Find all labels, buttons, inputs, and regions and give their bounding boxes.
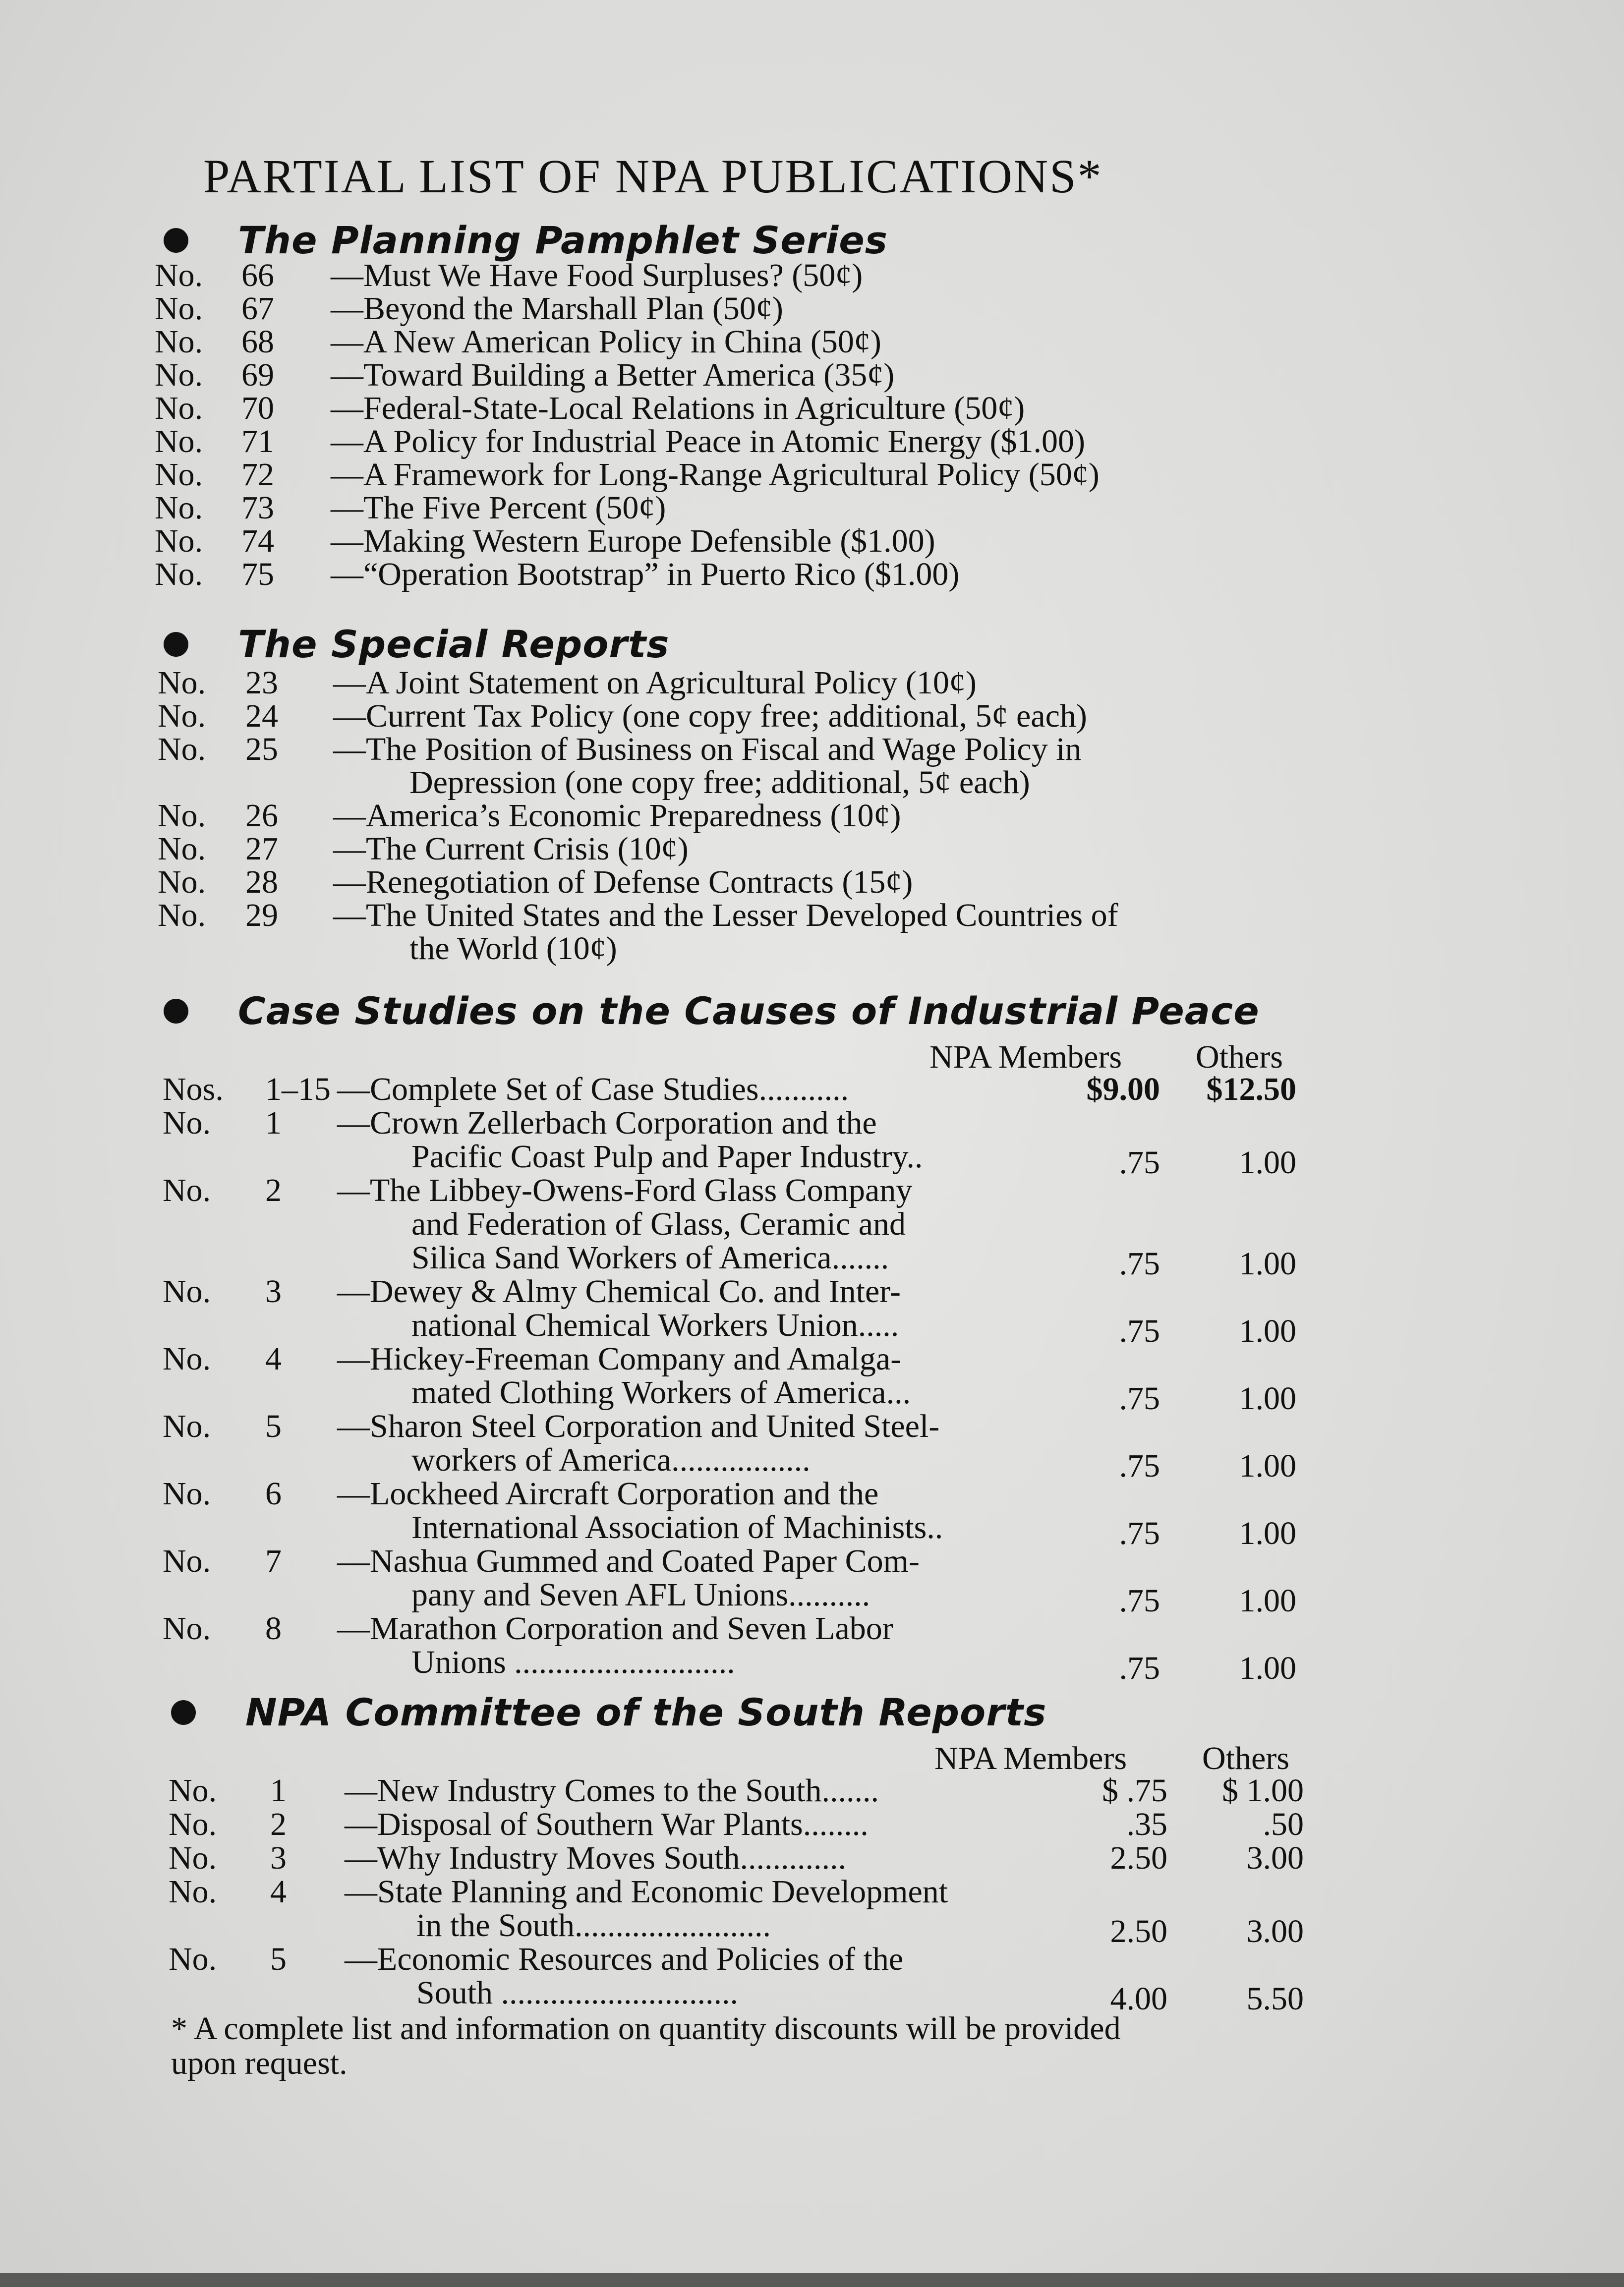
item-title-continued: Unions ........................... (411, 1644, 735, 1680)
item-prefix: No. (169, 1806, 217, 1842)
item-title: —Marathon Corporation and Seven Labor (337, 1610, 893, 1647)
item-title: —Why Industry Moves South............. (345, 1840, 846, 1876)
member-price: $9.00 (1086, 1071, 1160, 1107)
other-price: 1.00 (1239, 1313, 1296, 1349)
item-prefix: No. (158, 798, 206, 834)
item-number: 4 (270, 1874, 287, 1910)
member-price: .35 (1126, 1806, 1167, 1842)
other-price: 3.00 (1246, 1840, 1304, 1876)
other-price: 1.00 (1239, 1515, 1296, 1551)
item-title: —Current Tax Policy (one copy free; additional, 5¢ each) (333, 698, 1087, 734)
member-price: .75 (1119, 1380, 1160, 1417)
item-number: 66 (241, 257, 274, 293)
item-title: —The United States and the Lesser Developed Countries of (333, 897, 1118, 933)
item-number: 25 (245, 731, 278, 767)
item-prefix: No. (158, 864, 206, 900)
item-prefix: No. (155, 457, 203, 493)
section-heading-text: NPA Committee of the South Reports (245, 1690, 1047, 1734)
bullet-icon (171, 1700, 196, 1725)
item-title: —Beyond the Marshall Plan (50¢) (331, 290, 783, 327)
item-number: 23 (245, 665, 278, 701)
bullet-icon (164, 228, 188, 253)
item-number: 28 (245, 864, 278, 900)
item-title: —Dewey & Almy Chemical Co. and Inter- (337, 1273, 901, 1310)
item-title-continued: International Association of Machinists.. (411, 1509, 943, 1545)
other-price: 1.00 (1239, 1583, 1296, 1619)
item-number: 67 (241, 290, 274, 327)
other-price: 1.00 (1239, 1246, 1296, 1282)
bullet-icon (164, 632, 188, 657)
item-title-continued: pany and Seven AFL Unions.......... (411, 1577, 870, 1613)
item-title: —Complete Set of Case Studies........... (337, 1071, 849, 1107)
item-title-continued: workers of America................. (411, 1442, 811, 1478)
item-title: —New Industry Comes to the South....... (345, 1772, 879, 1809)
item-prefix: No. (155, 290, 203, 327)
item-prefix: No. (155, 556, 203, 592)
item-title-continued: mated Clothing Workers of America... (411, 1374, 911, 1411)
item-number: 27 (245, 831, 278, 867)
item-title: —Crown Zellerbach Corporation and the (337, 1105, 877, 1141)
page-edge-shadow (0, 2273, 1624, 2287)
item-prefix: No. (155, 423, 203, 459)
item-prefix: No. (163, 1543, 211, 1579)
item-prefix: No. (163, 1476, 211, 1512)
member-price: .75 (1119, 1515, 1160, 1551)
other-price: 1.00 (1239, 1380, 1296, 1417)
item-title-continued: in the South........................ (416, 1907, 771, 1944)
item-title: —The Libbey-Owens-Ford Glass Company (337, 1172, 913, 1208)
item-title: —Making Western Europe Defensible ($1.00) (331, 523, 935, 559)
item-title-continued: Depression (one copy free; additional, 5¢ each) (409, 764, 1030, 800)
member-price: 2.50 (1110, 1840, 1167, 1876)
section-heading-text: The Special Reports (238, 622, 670, 666)
section-heading-case-studies (164, 989, 1260, 1033)
item-number: 1 (265, 1105, 282, 1141)
item-prefix: No. (169, 1941, 217, 1977)
item-prefix: No. (155, 257, 203, 293)
item-number: 1–15 (265, 1071, 331, 1107)
item-number: 3 (265, 1273, 282, 1310)
column-header-members: NPA Members (929, 1039, 1122, 1075)
item-prefix: No. (163, 1105, 211, 1141)
other-price: 1.00 (1239, 1448, 1296, 1484)
item-number: 73 (241, 490, 274, 526)
item-prefix: No. (155, 523, 203, 559)
item-number: 24 (245, 698, 278, 734)
item-number: 6 (265, 1476, 282, 1512)
item-title-continued: Pacific Coast Pulp and Paper Industry.. (411, 1139, 923, 1175)
other-price: 3.00 (1246, 1913, 1304, 1949)
item-number: 8 (265, 1610, 282, 1647)
item-number: 26 (245, 798, 278, 834)
item-prefix: No. (158, 698, 206, 734)
member-price: .75 (1119, 1144, 1160, 1181)
item-title-continued: the World (10¢) (409, 930, 617, 967)
item-number: 2 (265, 1172, 282, 1208)
other-price: $12.50 (1206, 1071, 1296, 1107)
item-title: —Nashua Gummed and Coated Paper Com- (337, 1543, 920, 1579)
item-prefix: No. (155, 490, 203, 526)
section-heading-special (164, 622, 669, 666)
member-price: .75 (1119, 1313, 1160, 1349)
member-price: 2.50 (1110, 1913, 1167, 1949)
other-price: .50 (1263, 1806, 1304, 1842)
item-title: —Hickey-Freeman Company and Amalga- (337, 1341, 902, 1377)
item-prefix: No. (155, 357, 203, 393)
item-title-continued: national Chemical Workers Union..... (411, 1307, 899, 1343)
column-header-others: Others (1202, 1740, 1289, 1776)
section-heading-text: Case Studies on the Causes of Industrial Peace (238, 989, 1260, 1033)
item-title: —The Current Crisis (10¢) (333, 831, 689, 867)
item-prefix: No. (163, 1341, 211, 1377)
member-price: .75 (1119, 1448, 1160, 1484)
item-number: 71 (241, 423, 274, 459)
item-prefix: No. (158, 731, 206, 767)
item-title: —America’s Economic Preparedness (10¢) (333, 798, 901, 834)
member-price: .75 (1119, 1650, 1160, 1686)
item-number: 68 (241, 324, 274, 360)
item-number: 69 (241, 357, 274, 393)
footnote-line-1: * A complete list and information on quantity discounts will be provided (171, 2010, 1121, 2047)
section-heading-south (171, 1690, 1046, 1734)
item-number: 1 (270, 1772, 287, 1809)
item-number: 2 (270, 1806, 287, 1842)
item-prefix: No. (158, 665, 206, 701)
item-title: —Economic Resources and Policies of the (345, 1941, 904, 1977)
item-number: 5 (270, 1941, 287, 1977)
item-number: 29 (245, 897, 278, 933)
page-title: PARTIAL LIST OF NPA PUBLICATIONS* (203, 150, 1103, 203)
item-prefix: No. (163, 1610, 211, 1647)
item-title: —State Planning and Economic Development (345, 1874, 948, 1910)
other-price: 5.50 (1246, 1981, 1304, 2017)
item-title: —“Operation Bootstrap” in Puerto Rico ($1.00) (331, 556, 960, 592)
member-price: .75 (1119, 1583, 1160, 1619)
item-number: 75 (241, 556, 274, 592)
item-number: 70 (241, 390, 274, 426)
item-prefix: No. (158, 831, 206, 867)
other-price: $ 1.00 (1222, 1772, 1304, 1809)
other-price: 1.00 (1239, 1650, 1296, 1686)
item-prefix: No. (155, 390, 203, 426)
item-number: 74 (241, 523, 274, 559)
section-heading-planning (164, 218, 888, 262)
item-prefix: No. (169, 1874, 217, 1910)
item-title: —A Framework for Long-Range Agricultural Policy (50¢) (331, 457, 1100, 493)
item-title: —A New American Policy in China (50¢) (331, 324, 881, 360)
item-prefix: No. (163, 1408, 211, 1444)
item-title: —The Five Percent (50¢) (331, 490, 666, 526)
member-price: 4.00 (1110, 1981, 1167, 2017)
item-title: —A Policy for Industrial Peace in Atomic Energy ($1.00) (331, 423, 1085, 459)
member-price: $ .75 (1102, 1772, 1167, 1809)
item-number: 72 (241, 457, 274, 493)
item-title: —Federal-State-Local Relations in Agriculture (50¢) (331, 390, 1025, 426)
item-title: —Must We Have Food Surpluses? (50¢) (331, 257, 863, 293)
item-title: —Disposal of Southern War Plants........ (345, 1806, 869, 1842)
item-title-continued: Silica Sand Workers of America....... (411, 1240, 889, 1276)
section-heading-text: The Planning Pamphlet Series (238, 218, 888, 262)
item-title: —Sharon Steel Corporation and United Steel- (337, 1408, 940, 1444)
item-prefix: No. (169, 1772, 217, 1809)
footnote-line-2: upon request. (171, 2045, 348, 2081)
item-title: —A Joint Statement on Agricultural Policy (10¢) (333, 665, 977, 701)
item-number: 7 (265, 1543, 282, 1579)
item-prefix: No. (163, 1273, 211, 1310)
item-title-continued: and Federation of Glass, Ceramic and (411, 1206, 906, 1242)
column-header-others: Others (1196, 1039, 1283, 1075)
column-header-members: NPA Members (934, 1740, 1127, 1776)
item-prefix: No. (155, 324, 203, 360)
item-prefix: No. (158, 897, 206, 933)
item-number: 3 (270, 1840, 287, 1876)
item-number: 5 (265, 1408, 282, 1444)
item-title: —The Position of Business on Fiscal and Wage Policy in (333, 731, 1082, 767)
item-title: —Lockheed Aircraft Corporation and the (337, 1476, 879, 1512)
item-title: —Renegotiation of Defense Contracts (15¢) (333, 864, 913, 900)
item-prefix: No. (169, 1840, 217, 1876)
item-title: —Toward Building a Better America (35¢) (331, 357, 895, 393)
item-prefix: Nos. (163, 1071, 224, 1107)
item-number: 4 (265, 1341, 282, 1377)
other-price: 1.00 (1239, 1144, 1296, 1181)
member-price: .75 (1119, 1246, 1160, 1282)
bullet-icon (164, 999, 188, 1024)
item-title-continued: South ............................. (416, 1975, 739, 2011)
item-prefix: No. (163, 1172, 211, 1208)
